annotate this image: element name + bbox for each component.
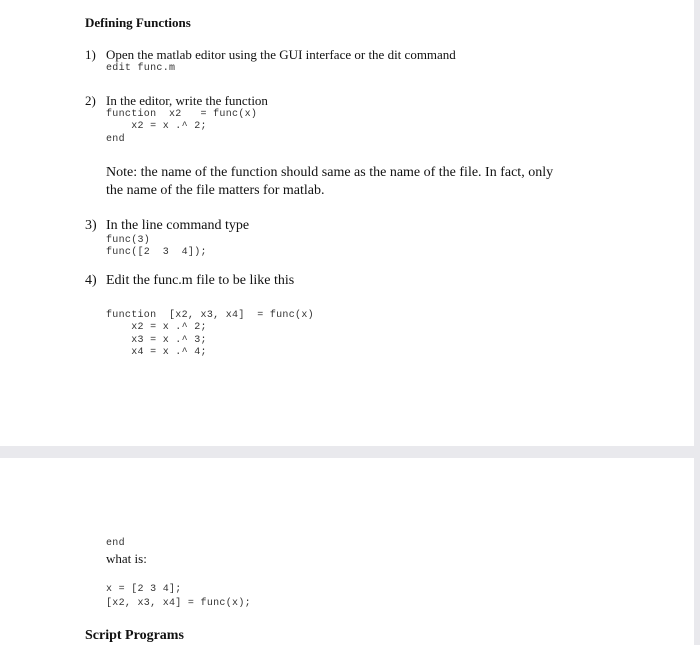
- example-code-line: x = [2 3 4];: [106, 584, 182, 595]
- step-4-text: Edit the func.m file to be like this: [106, 273, 295, 288]
- step-3-code-line: func(3): [106, 235, 151, 246]
- document-page-2: [0, 458, 694, 645]
- step-4-code-line: x4 = x .^ 4;: [106, 347, 207, 358]
- step-2-code-line: function x2 = func(x): [106, 109, 258, 120]
- step-1-text: Open the matlab editor using the GUI interface or the dit command: [106, 47, 456, 62]
- note-line-1: Note: the name of the function should same as the name of the file. In fact, only: [106, 165, 554, 180]
- step-4-code-line: x2 = x .^ 2;: [106, 322, 207, 333]
- step-3-code-line: func([2 3 4]);: [106, 247, 207, 258]
- code-end-line: end: [106, 538, 125, 549]
- section-heading: Defining Functions: [85, 15, 191, 30]
- step-1-code-line: edit func.m: [106, 63, 176, 74]
- step-2-code-line: end: [106, 134, 125, 145]
- step-1-number: 1): [85, 47, 96, 62]
- note-line-2: the name of the file matters for matlab.: [106, 183, 325, 198]
- step-4-number: 4): [85, 273, 97, 288]
- step-3-text: In the line command type: [106, 218, 250, 233]
- step-2-number: 2): [85, 93, 96, 108]
- step-3-number: 3): [85, 218, 97, 233]
- step-4-code-line: function [x2, x3, x4] = func(x): [106, 310, 314, 321]
- step-2-code-line: x2 = x .^ 2;: [106, 121, 207, 132]
- step-2-text: In the editor, write the function: [106, 93, 268, 108]
- example-code-line: [x2, x3, x4] = func(x);: [106, 598, 251, 609]
- what-is-label: what is:: [106, 551, 147, 566]
- step-4-code-line: x3 = x .^ 3;: [106, 335, 207, 346]
- script-programs-heading: Script Programs: [85, 628, 184, 643]
